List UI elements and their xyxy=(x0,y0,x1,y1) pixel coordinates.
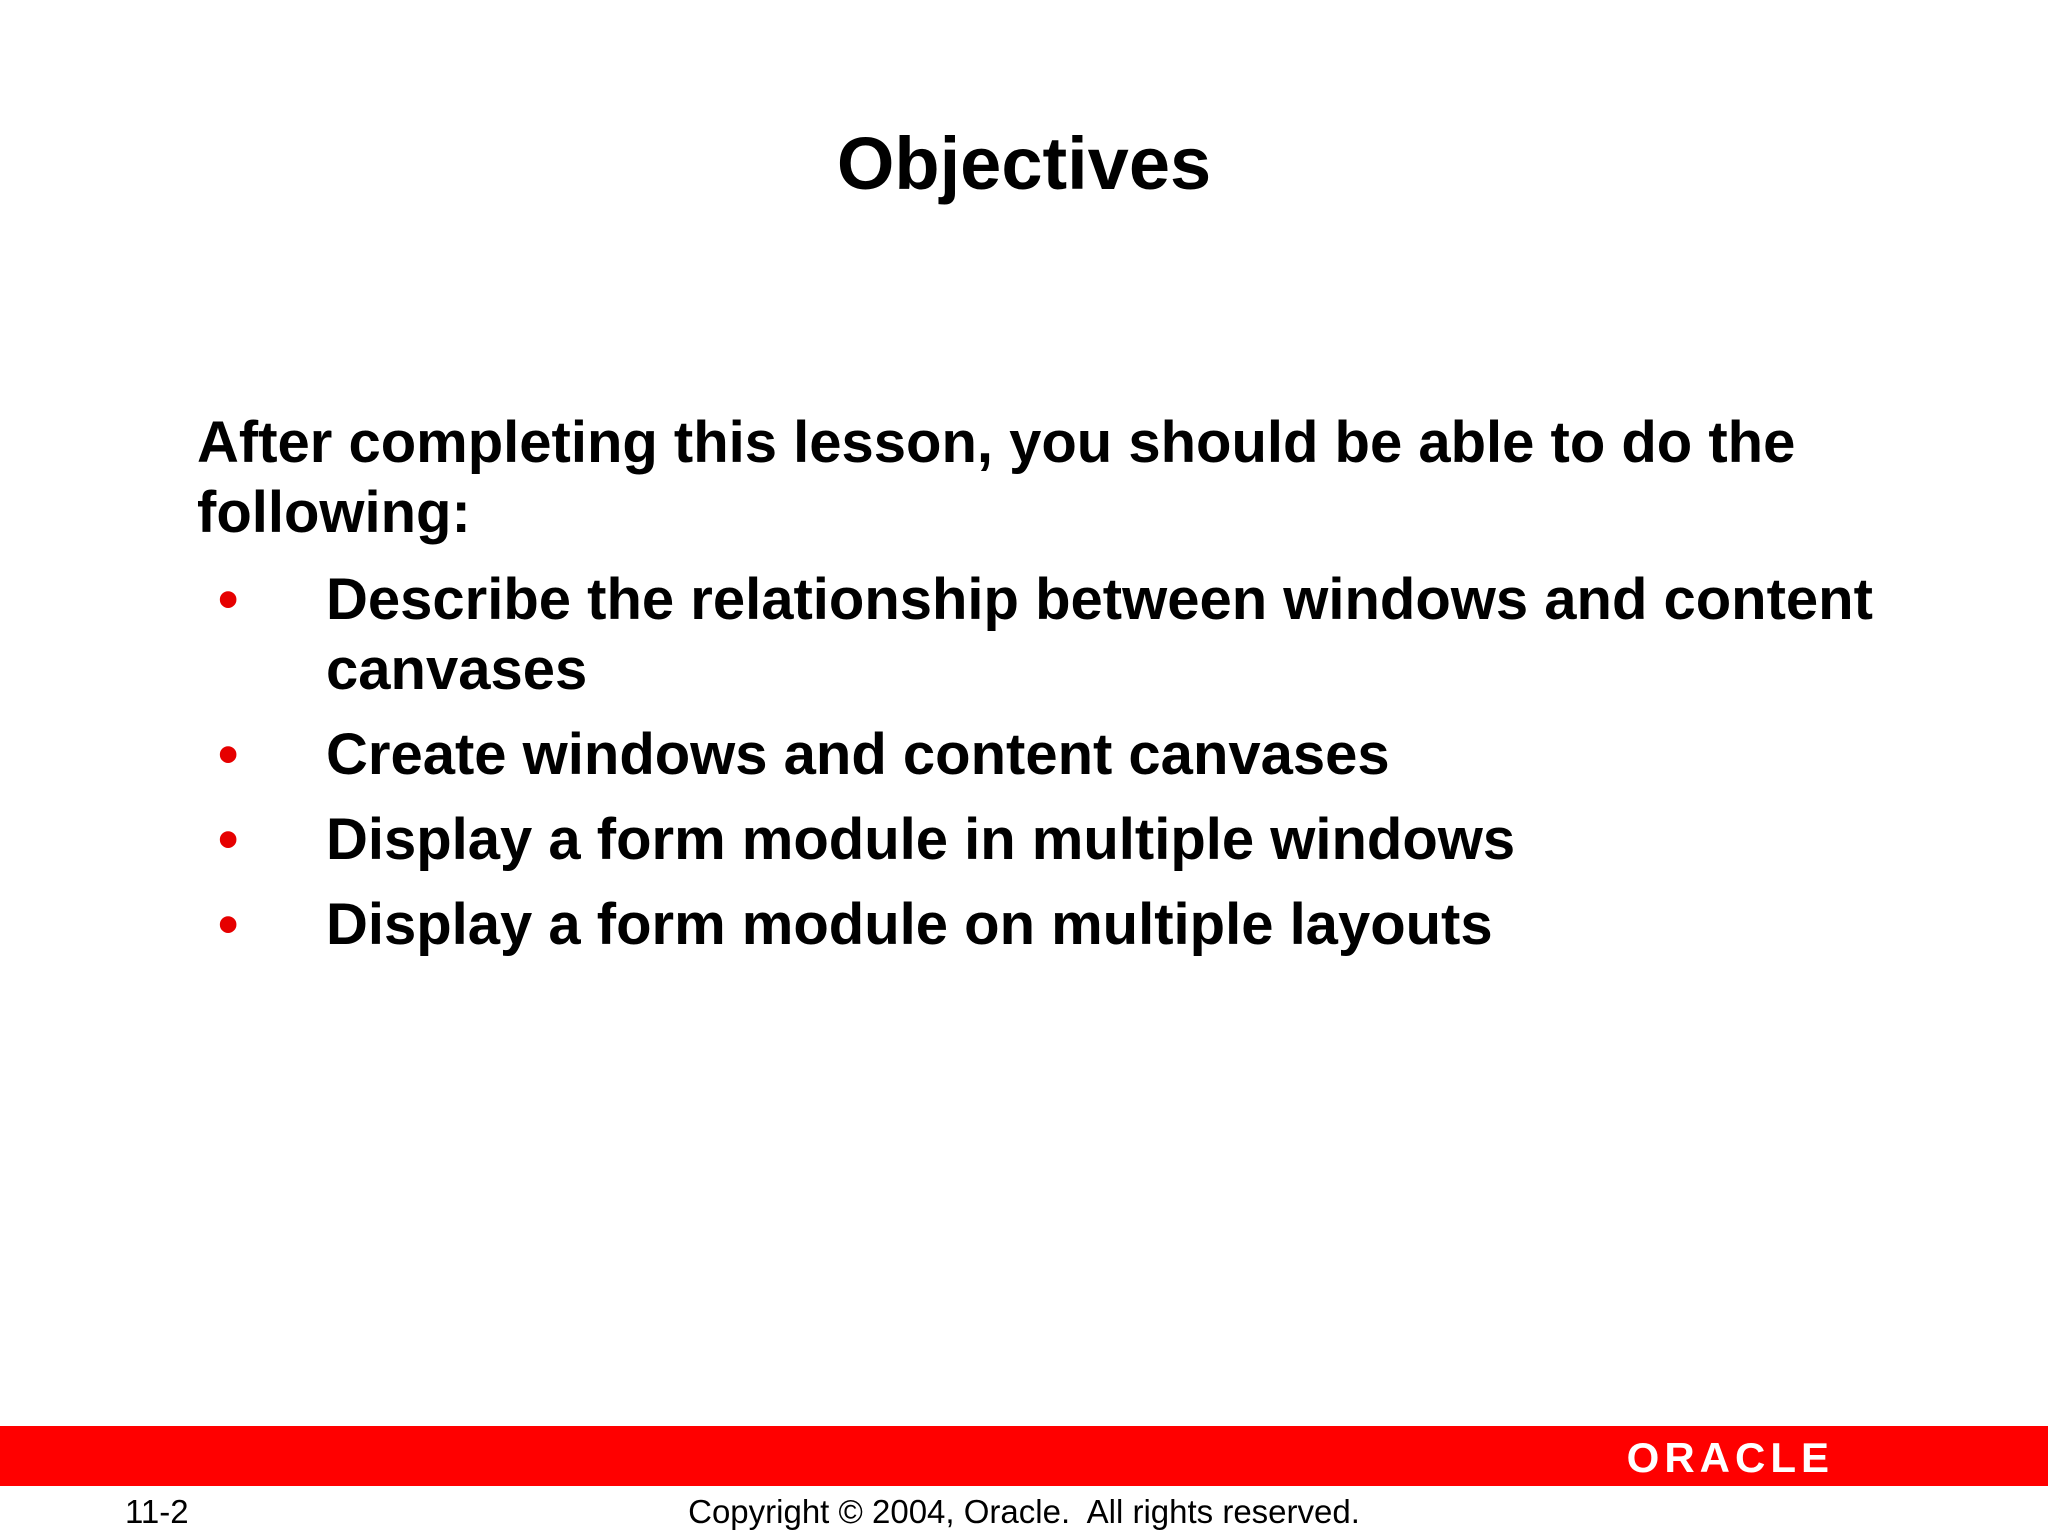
list-item-text: Display a form module on multiple layouts xyxy=(326,892,1493,957)
objectives-list xyxy=(197,565,1897,975)
bullet-icon: • xyxy=(218,722,239,787)
list-item xyxy=(197,805,1897,875)
copyright-text: Copyright © 2004, Oracle. All rights reserved. xyxy=(688,1493,1360,1530)
list-item-text: Describe the relationship between windows and content canvases xyxy=(326,567,1873,702)
bullet-icon: • xyxy=(218,807,239,872)
bullet-icon: • xyxy=(218,892,239,957)
list-item xyxy=(197,890,1897,960)
intro-text: After completing this lesson, you should be able to do the following: xyxy=(197,410,1796,545)
list-item-text: Display a form module in multiple windows xyxy=(326,807,1516,872)
list-item xyxy=(197,720,1897,790)
list-item xyxy=(197,565,1897,705)
list-item-text: Create windows and content canvases xyxy=(326,722,1390,787)
bullet-icon: • xyxy=(218,567,239,632)
page-number: 11-2 xyxy=(125,1493,189,1530)
slide-title: Objectives xyxy=(836,122,1212,205)
oracle-logo: ORACLE xyxy=(1626,1434,1834,1481)
